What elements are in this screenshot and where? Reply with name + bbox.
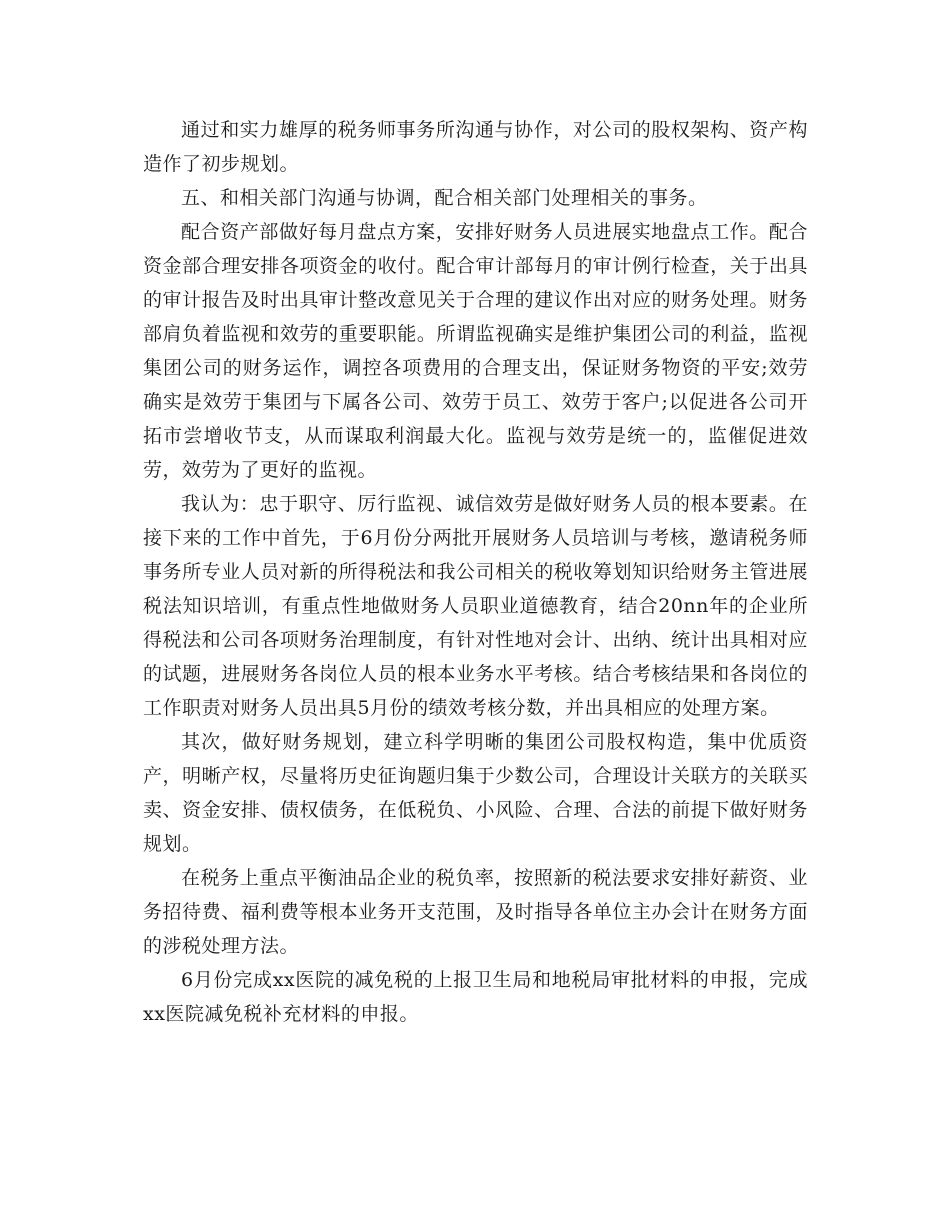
paragraph-hospital-tax-exemption: 6月份完成xx医院的减免税的上报卫生局和地税局审批材料的申报，完成xx医院减免税补充材料的申报。 <box>143 969 808 1025</box>
paragraph-financial-planning: 其次，做好财务规划，建立科学明晰的集团公司股权构造，集中优质资产，明晰产权，尽量将历史征询题归集于少数公司，合理设计关联方的关联买卖、资金安排、债权债务，在低税负、小风险、合理、合法的前提下做好财务规划。 <box>143 731 808 855</box>
paragraph-staff-training: 我认为：忠于职守、厉行监视、诚信效劳是做好财务人员的根本要素。在接下来的工作中首先，于6月份分两批开展财务人员培训与考核，邀请税务师事务所专业人员对新的所得税法和我公司相关的税收筹划知识给财务主管进展税法知识培训，有重点性地做财务人员职业道德教育，结合20nn年的企业所得税法和公司各项财务治理制度，有针对性地对会计、出纳、统计出具相对应的试题，进展财务各岗位人员的根本业务水平考核。结合考核结果和各岗位的工作职责对财务人员出具5月份的绩效考核分数，并出具相应的处理方案。 <box>143 493 808 719</box>
paragraph-tax-advisor-planning: 通过和实力雄厚的税务师事务所沟通与协作，对公司的股权架构、资产构造作了初步规划。 <box>143 119 808 175</box>
paragraph-section-five-heading: 五、和相关部门沟通与协调，配合相关部门处理相关的事务。 <box>181 187 708 209</box>
paragraph-tax-balance: 在税务上重点平衡油品企业的税负率，按照新的税法要求安排好薪资、业务招待费、福利费等根本业务开支范围，及时指导各单位主办会计在财务方面的涉税处理方法。 <box>143 867 808 957</box>
document-body <box>143 113 808 1031</box>
paragraph-department-coordination: 配合资产部做好每月盘点方案，安排好财务人员进展实地盘点工作。配合资金部合理安排各项资金的收付。配合审计部每月的审计例行检查，关于出具的审计报告及时出具审计整改意见关于合理的建议作出对应的财务处理。财务部肩负着监视和效劳的重要职能。所谓监视确实是维护集团公司的利益，监视集团公司的财务运作，调控各项费用的合理支出，保证财务物资的平安;效劳确实是效劳于集团与下属各公司、效劳于员工、效劳于客户;以促进各公司开拓市尝增收节支，从而谋取利润最大化。监视与效劳是统一的，监催促进效劳，效劳为了更好的监视。 <box>143 221 808 481</box>
